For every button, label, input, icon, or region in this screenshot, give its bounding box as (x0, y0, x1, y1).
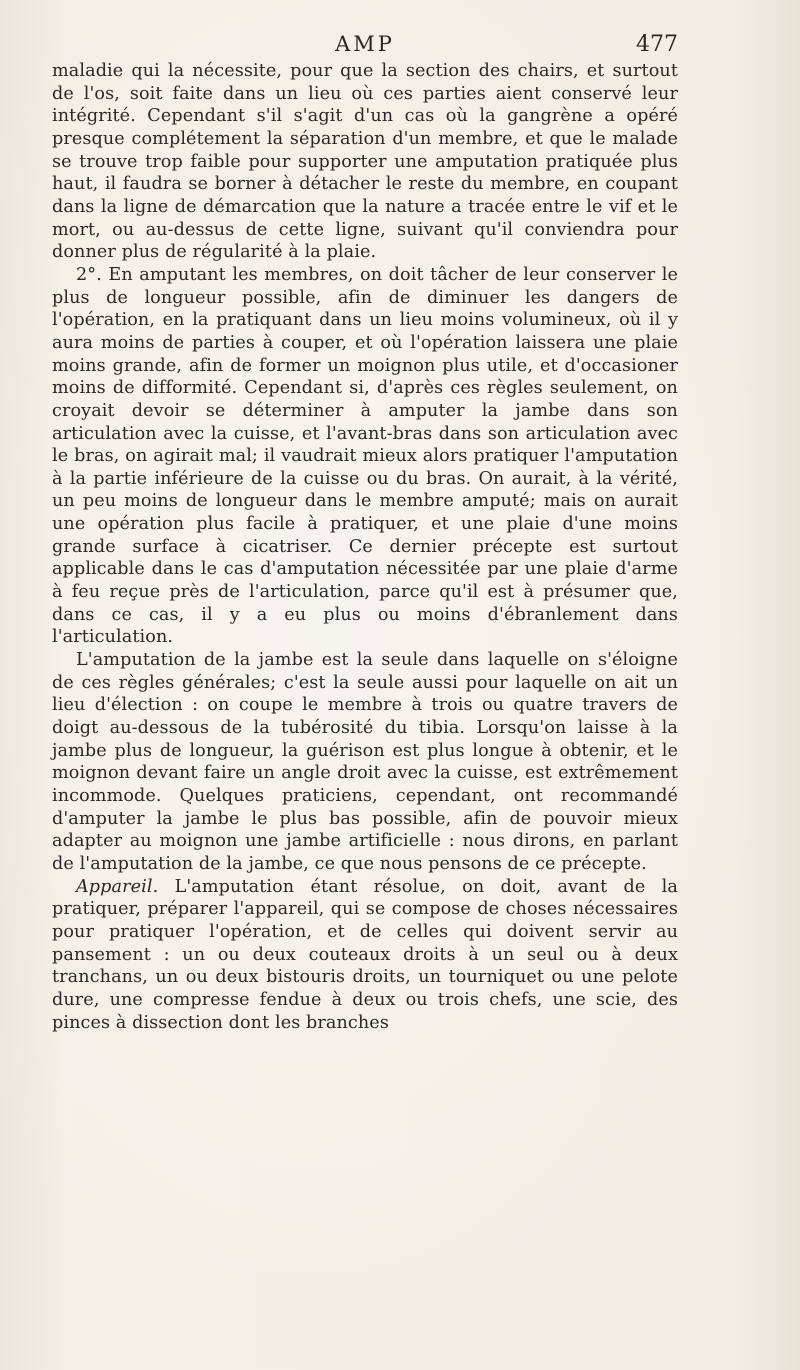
paragraph-appareil (52, 876, 678, 1035)
paragraph-leg-amputation: L'amputation de la jambe est la seule dans laquelle on s'éloigne de ces règles générales; c'est la seule aussi pour laquelle on ait un lieu d'élection : on coupe le membre à trois ou quatre travers de doigt au-dessous de la tubérosité du tibia. Lorsqu'on laisse à la jambe plus de longueur, la guérison est plus longue à obtenir, et le moignon devant faire un angle droit avec la cuisse, est extrêmement incommode. Quelques praticiens, cependant, ont recommandé d'amputer la jambe le plus bas possible, afin de pouvoir mieux adapter au moignon une jambe artificielle : nous dirons, en parlant de l'amputation de la jambe, ce que nous pensons de ce précepte. (52, 650, 678, 874)
paragraph-appareil-text: L'amputation étant résolue, on doit, avant de la pratiquer, préparer l'appareil, qui se compose de choses nécessaires pour pratiquer l'opération, et de celles qui doivent servir au pansement : un ou deux couteaux droits à un seul ou à deux tranchans, un ou deux bistouris droits, un tourniquet ou une pelote dure, une compresse fendue à deux ou trois chefs, une scie, des pinces à dissection dont les branches (52, 876, 678, 1033)
body-text (52, 60, 678, 1034)
section-label: Appareil. (76, 876, 159, 897)
page-header (52, 30, 678, 62)
paragraph-length-rule: 2°. En amputant les membres, on doit tâcher de leur conserver le plus de longueur possible, afin de diminuer les dangers de l'opération, en la pratiquant dans un lieu moins volumineux, où il y aura moins de parties à couper, et où l'opération laissera une plaie moins grande, afin de former un moignon plus utile, et d'occasioner moins de difformité. Cependant si, d'après ces règles seulement, on croyait devoir se déterminer à amputer la jambe dans son articulation avec la cuisse, et l'avant-bras dans son articulation avec le bras, on agirait mal; il vaudrait mieux alors pratiquer l'amputation à la partie inférieure de la cuisse ou du bras. On aurait, à la vérité, un peu moins de longueur dans le membre amputé; mais on aurait une opération plus facile à pratiquer, et une plaie d'une moins grande surface à cicatriser. Ce dernier précepte est surtout applicable dans le cas d'amputation nécessitée par une plaie d'arme à feu reçue près de l'articulation, parce qu'il est à présumer que, dans ce cas, il y a eu plus ou moins d'ébranlement dans l'articulation. (52, 264, 678, 648)
page-number: 477 (636, 32, 678, 57)
paragraph-continued: maladie qui la nécessite, pour que la section des chairs, et surtout de l'os, soit faite dans un lieu où ces parties aient conservé leur intégrité. Cependant s'il s'agit d'un cas où la gangrène a opéré presque complétement la séparation d'un membre, et que le malade se trouve trop faible pour supporter une amputation pratiquée plus haut, il faudra se borner à détacher le reste du membre, en coupant dans la ligne de démarcation que la nature a tracée entre le vif et le mort, ou au-dessus de cette ligne, suivant qu'il conviendra pour donner plus de régularité à la plaie. (52, 61, 678, 263)
running-head: AMP (335, 32, 395, 56)
